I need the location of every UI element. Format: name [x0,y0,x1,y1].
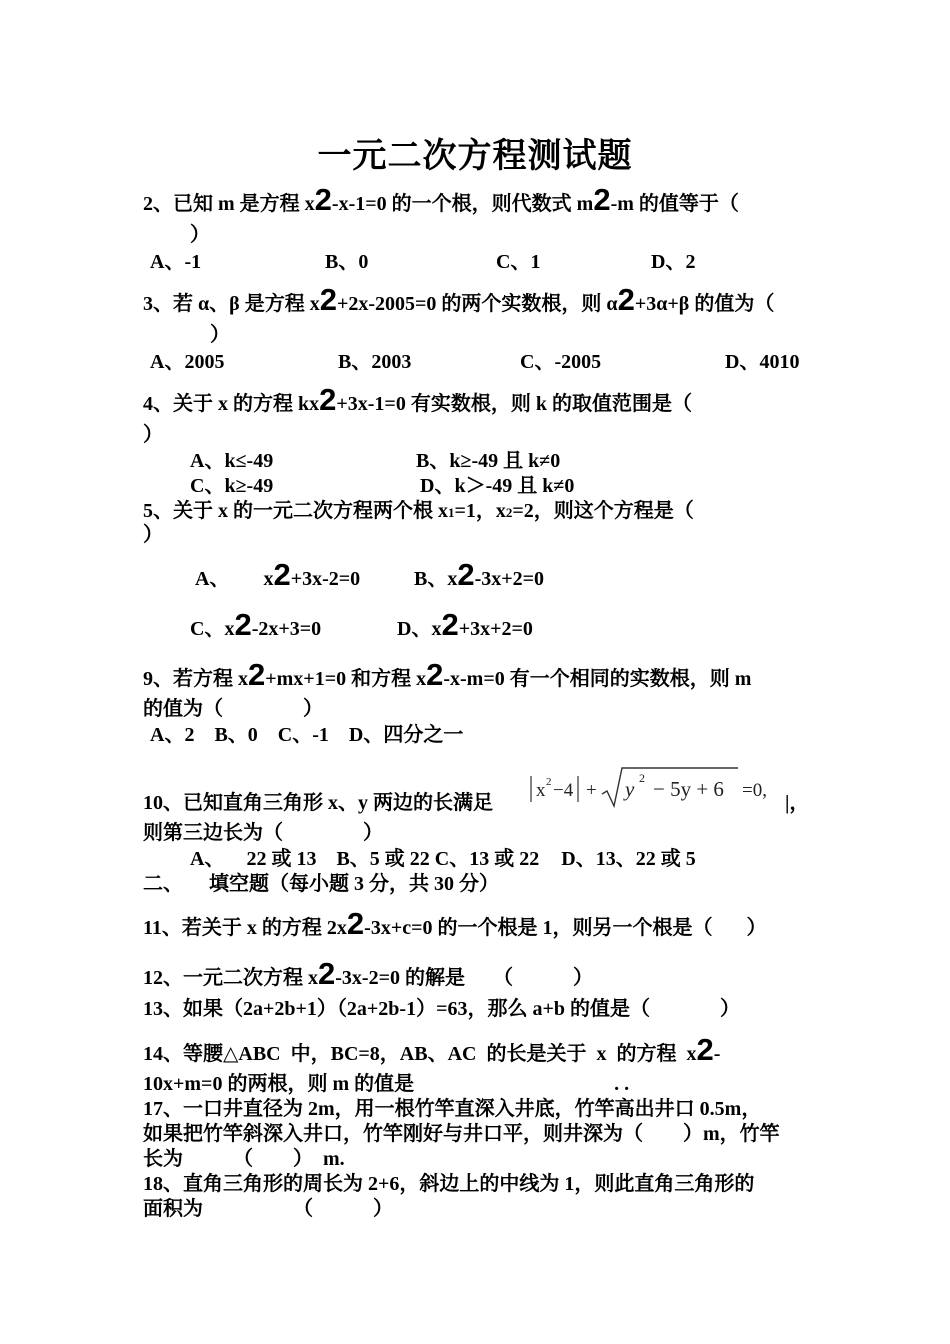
question-10-tail: |， [785,792,810,814]
option-c: C、-2005 [520,351,602,373]
option-d: D、k＞-49 且 k≠0 [420,475,575,497]
formula-plus: + [586,780,597,801]
exponent: 2 [696,1032,714,1067]
formula-abs-rest: −4 [553,780,574,801]
exponent: 2 [319,282,337,317]
formula-sqrt-rest: − 5y + 6 [653,777,724,801]
answer-blank: ） [143,524,163,546]
question-10-options: A、 22 或 13 B、5 或 22 C、13 或 22 D、13、22 或 5 [190,848,696,870]
page-title: 一元二次方程测试题 [317,138,633,175]
option-a: A、 x2+3x-2=0 [195,557,361,592]
exponent: 2 [617,282,635,317]
question-18-line2: 面积为 （ ） [143,1198,393,1220]
formula-y-exp: 2 [639,771,645,785]
question-9: 9、若方程 x2+mx+1=0 和方程 x2-x-m=0 有一个相同的实数根，则 m [143,657,752,692]
formula-equals: =0, [742,780,767,801]
question-10: 10、已知直角三角形 x、y 两边的长满足 [143,792,493,814]
option-d: D、4010 [725,351,800,373]
formula-abs-exp: 2 [546,776,552,788]
option-b: B、2003 [338,351,412,373]
question-5: 5、关于 x 的一元二次方程两个根 x1=1，x2=2，则这个方程是（ [143,500,694,522]
exponent: 2 [318,956,336,991]
formula-abs-x: x [536,780,546,801]
question-2: 2、已知 m 是方程 x2-x-1=0 的一个根，则代数式 m2-m 的值等于（ [143,182,739,217]
question-13: 13、如果（2a+2b+1）（2a+2b-1）=63，那么 a+b 的值是（ ） [143,998,741,1020]
question-12: 12、一元二次方程 x2-3x-2=0 的解是 （ ） [143,956,593,991]
question-14-line2: 10x+m=0 的两根，则 m 的值是 . . [143,1073,630,1095]
formula-y: y [625,777,635,801]
question-9-options: A、2 B、0 C、-1 D、四分之一 [150,724,464,746]
question-10-line2: 则第三边长为（ ） [143,822,383,844]
option-a: A、k≤-49 [190,450,274,472]
answer-blank: ） [143,424,163,446]
subscript: 2 [505,505,513,520]
question-18: 18、直角三角形的周长为 2+6，斜边上的中线为 1，则此直角三角形的 [143,1173,755,1195]
option-b: B、k≥-49 且 k≠0 [416,450,561,472]
exponent: 2 [457,557,475,592]
question-4: 4、关于 x 的方程 kx2+3x-1=0 有实数根，则 k 的取值范围是（ [143,382,692,417]
exponent: 2 [319,382,337,417]
exponent: 2 [314,182,332,217]
option-b: B、x2-3x+2=0 [414,557,545,592]
question-17-line3: 长为 （ ） m. [143,1148,345,1170]
option-a: A、-1 [150,251,202,273]
exponent: 2 [593,182,611,217]
answer-blank: ） [210,324,230,346]
exponent: 2 [346,906,365,941]
exponent: 2 [273,557,291,592]
subscript: 1 [448,505,455,520]
option-c: C、1 [496,251,541,273]
question-11: 11、若关于 x 的方程 2x2-3x+c=0 的一个根是 1，则另一个根是（ ） [143,906,767,941]
option-b: B、0 [325,251,369,273]
section-heading: 二、 填空题（每小题 3 分，共 30 分） [143,873,499,895]
question-17-line2: 如果把竹竿斜深入井口，竹竿刚好与井口平，则井深为（ ）m，竹竿 [143,1123,780,1145]
question-17: 17、一口井直径为 2m，用一根竹竿直深入井底，竹竿高出井口 0.5m， [143,1098,762,1120]
exponent: 2 [234,607,252,642]
equation-image [528,764,783,808]
exponent: 2 [248,657,266,692]
option-c: C、x2-2x+3=0 [190,607,322,642]
answer-blank: ） [190,224,210,246]
exponent: 2 [426,657,444,692]
question-9-line2: 的值为（ ） [143,698,323,720]
option-d: D、x2+3x+2=0 [397,607,533,642]
question-14: 14、等腰△ABC 中，BC=8，AB、AC 的长是关于 x 的方程 x2- [143,1032,721,1067]
option-d: D、2 [651,251,696,273]
exponent: 2 [441,607,459,642]
question-3: 3、若 α、β 是方程 x2+2x-2005=0 的两个实数根，则 α2+3α+β 的值为（ [143,282,775,317]
option-a: A、2005 [150,351,225,373]
option-c: C、k≥-49 [190,475,274,497]
